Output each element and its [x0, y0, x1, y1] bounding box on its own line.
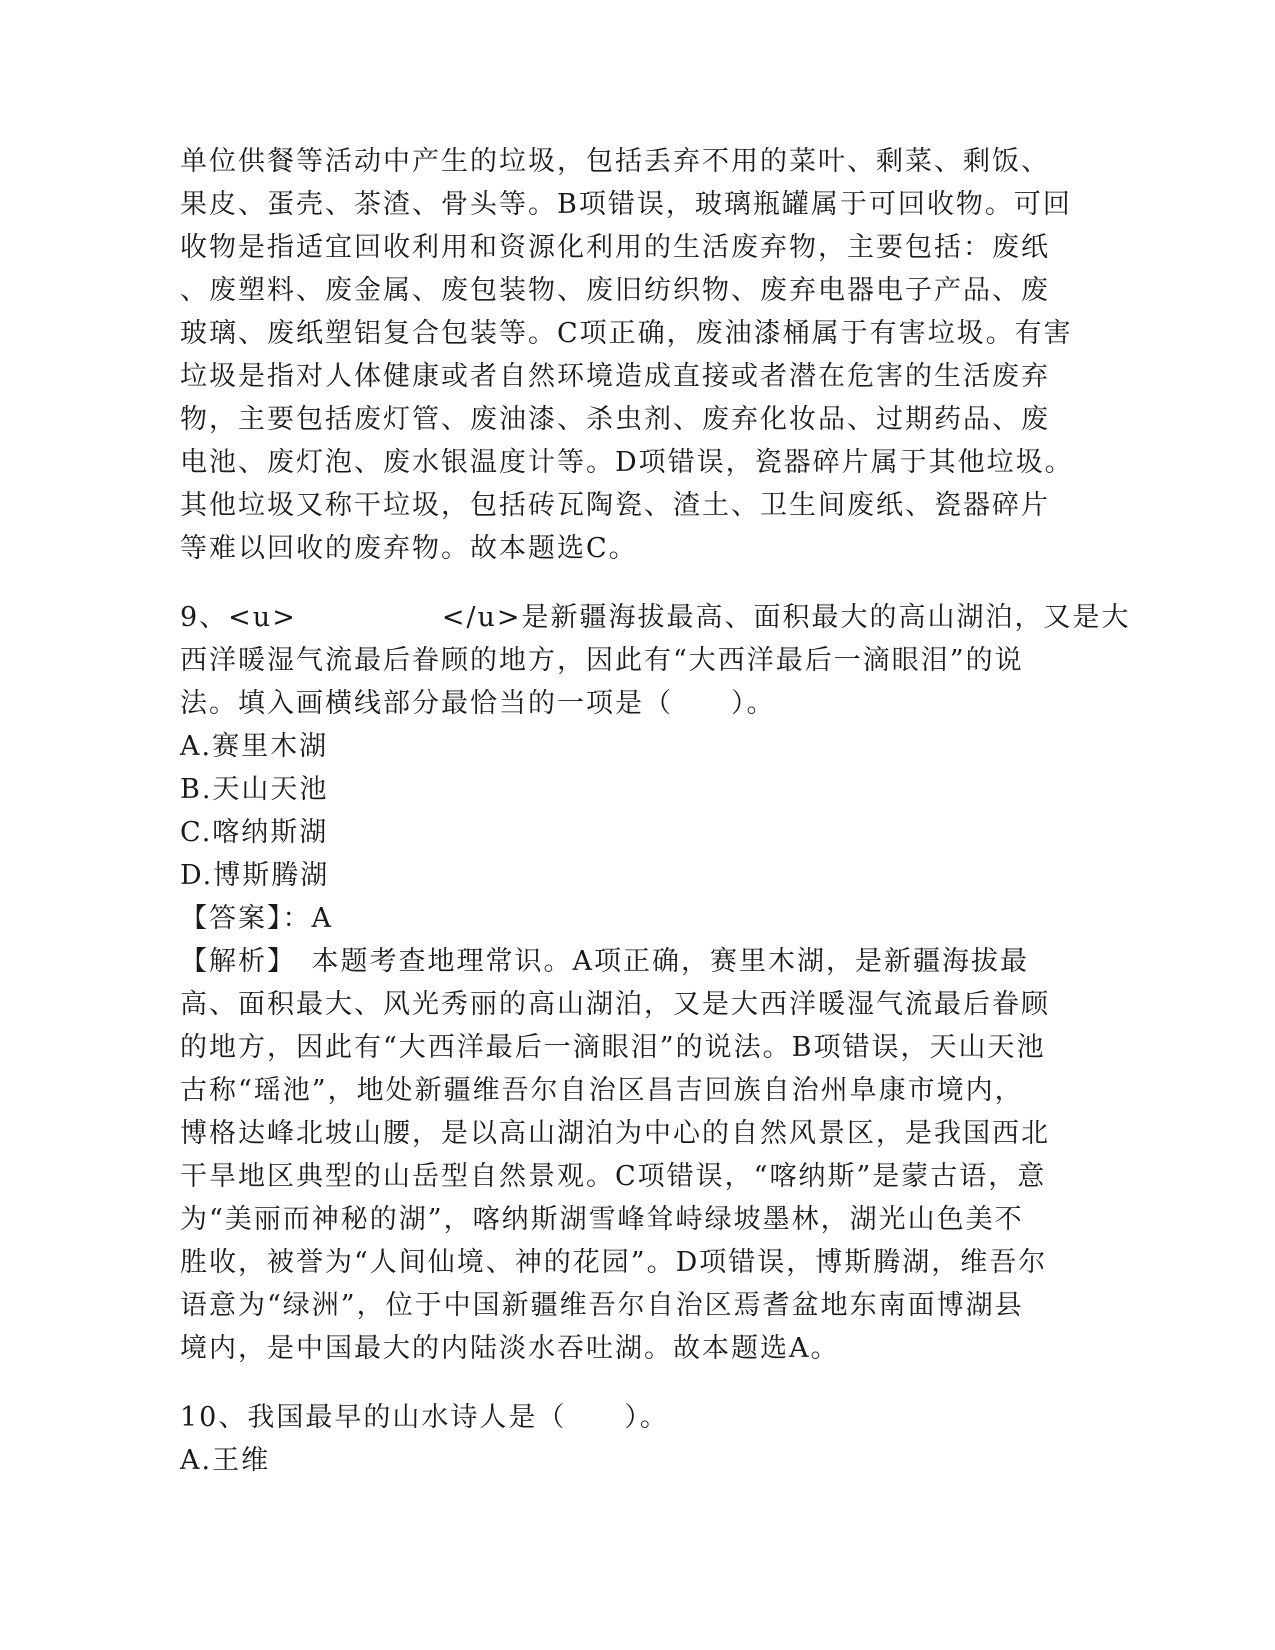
- question-stem-line: 9、<u> </u>是新疆海拔最高、面积最大的高山湖泊，又是大: [180, 602, 1131, 633]
- text-line: 垃圾是指对人体健康或者自然环境造成直接或者潜在危害的生活废弃: [180, 361, 1050, 392]
- analysis-line: 高、面积最大、风光秀丽的高山湖泊，又是大西洋暖湿气流最后眷顾: [180, 989, 1050, 1020]
- analysis-line: 博格达峰北坡山腰，是以高山湖泊为中心的自然风景区，是我国西北: [180, 1118, 1050, 1149]
- text-line: 电池、废灯泡、废水银温度计等。D项错误，瓷器碎片属于其他垃圾。: [180, 447, 1074, 478]
- prev-explanation: [180, 140, 1080, 570]
- text-line: 收物是指适宜回收利用和资源化利用的生活废弃物，主要包括：废纸: [180, 232, 1050, 263]
- option-b: B.天山天池: [180, 774, 329, 805]
- question-10: [180, 1396, 1080, 1482]
- text-line: 玻璃、废纸塑铝复合包装等。C项正确，废油漆桶属于有害垃圾。有害: [180, 318, 1073, 349]
- text-line: 、废塑料、废金属、废包装物、废旧纺织物、废弃电器电子产品、废: [180, 275, 1050, 306]
- text-line: 果皮、蛋壳、茶渣、骨头等。B项错误，玻璃瓶罐属于可回收物。可回: [180, 189, 1072, 220]
- analysis-line: 胜收，被誉为“人间仙境、神的花园”。D项错误，博斯腾湖，维吾尔: [180, 1247, 1048, 1278]
- analysis-line: 为“美丽而神秘的湖”，喀纳斯湖雪峰耸峙绿坡墨林，湖光山色美不: [180, 1204, 1024, 1235]
- text-line: 物，主要包括废灯管、废油漆、杀虫剂、废弃化妆品、过期药品、废: [180, 404, 1050, 435]
- analysis-line: 古称“瑶池”，地处新疆维吾尔自治区昌吉回族自治州阜康市境内，: [180, 1075, 1024, 1106]
- option-d: D.博斯腾湖: [180, 860, 330, 891]
- analysis-line: 的地方，因此有“大西洋最后一滴眼泪”的说法。B项错误，天山天池: [180, 1032, 1046, 1063]
- option-c: C.喀纳斯湖: [180, 817, 329, 848]
- question-stem-line: 10、我国最早的山水诗人是（ ）。: [180, 1402, 669, 1433]
- analysis-line: 语意为“绿洲”，位于中国新疆维吾尔自治区焉耆盆地东南面博湖县: [180, 1290, 1024, 1321]
- text-line: 单位供餐等活动中产生的垃圾，包括丢弃不用的菜叶、剩菜、剩饭、: [180, 146, 1050, 177]
- analysis-line: 【解析】 本题考查地理常识。A项正确，赛里木湖，是新疆海拔最: [180, 946, 1029, 977]
- option-a: A.赛里木湖: [180, 731, 329, 762]
- analysis-line: 干旱地区典型的山岳型自然景观。C项错误，“喀纳斯”是蒙古语，意: [180, 1161, 1047, 1192]
- question-stem-line: 西洋暖湿气流最后眷顾的地方，因此有“大西洋最后一滴眼泪”的说: [180, 645, 1024, 676]
- document-page: [180, 140, 1131, 1482]
- text-line: 等难以回收的废弃物。故本题选C。: [180, 533, 638, 564]
- analysis-line: 境内，是中国最大的内陆淡水吞吐湖。故本题选A。: [180, 1333, 840, 1364]
- answer-line: 【答案】：A: [180, 903, 333, 934]
- question-9: [180, 596, 1131, 1370]
- question-stem-line: 法。填入画横线部分最恰当的一项是（ ）。: [180, 688, 776, 719]
- option-a: A.王维: [180, 1445, 271, 1476]
- text-line: 其他垃圾又称干垃圾，包括砖瓦陶瓷、渣土、卫生间废纸、瓷器碎片: [180, 490, 1050, 521]
